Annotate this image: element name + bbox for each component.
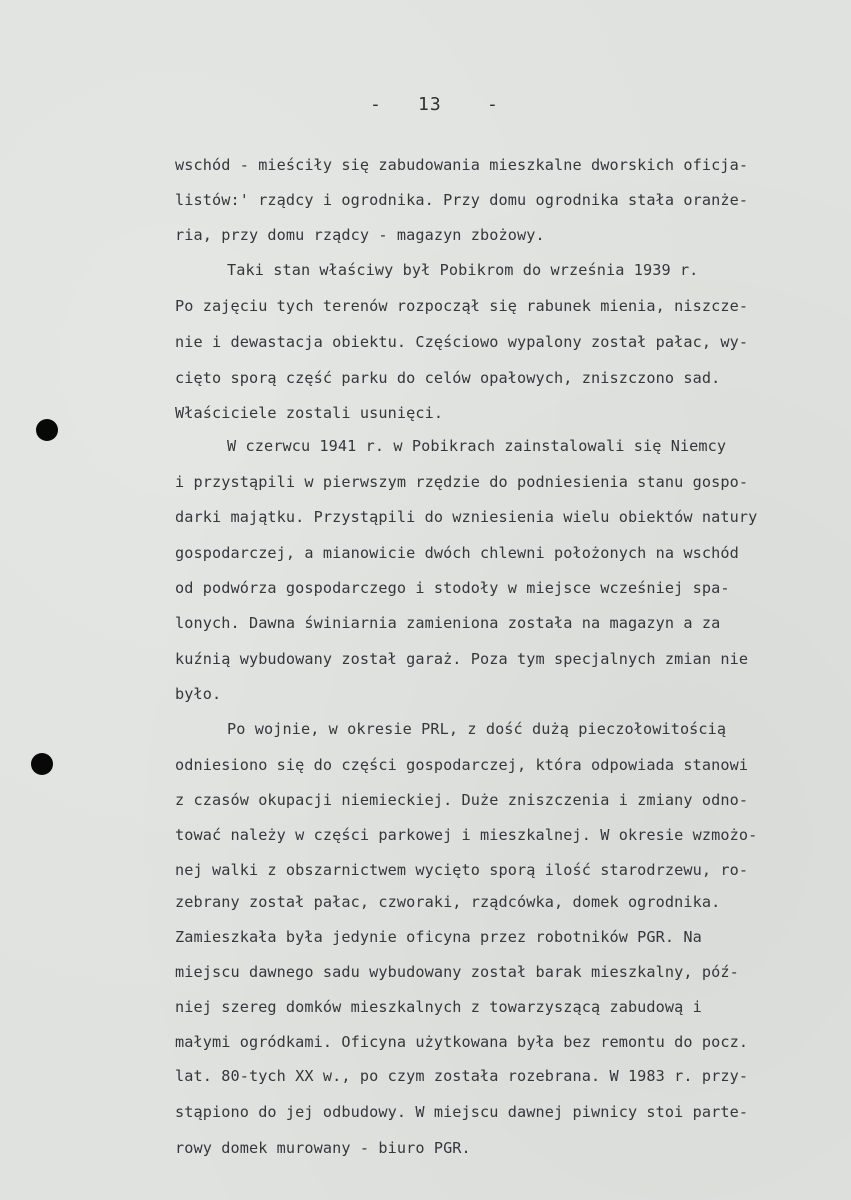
page-number-dash-right: - (487, 94, 499, 115)
text-line-18: odniesiono się do części gospodarczej, która odpowiada stanowi (175, 756, 749, 774)
text-line-24: miejscu dawnego sadu wybudowany został barak mieszkalny, póź- (175, 963, 739, 981)
text-line-27: lat. 80-tych XX w., po czym została rozebrana. W 1983 r. przy- (175, 1067, 749, 1085)
text-line-10: i przystąpili w pierwszym rzędzie do podniesienia stanu gospo- (175, 473, 749, 491)
text-line-14: lonych. Dawna świniarnia zamieniona została na magazyn a za (175, 614, 721, 632)
text-line-11: darki majątku. Przystąpili do wzniesienia wielu obiektów natury (175, 508, 758, 526)
text-line-17: Po wojnie, w okresie PRL, z dość dużą pieczołowitością (227, 720, 727, 738)
text-line-19: z czasów okupacji niemieckiej. Duże zniszczenia i zmiany odno- (175, 791, 749, 809)
text-line-25: niej szereg domków mieszkalnych z towarzyszącą zabudową i (175, 998, 702, 1016)
text-line-02: listów:' rządcy i ogrodnika. Przy domu ogrodnika stała oranże- (175, 191, 749, 209)
page-number: 13 (418, 94, 442, 115)
text-line-01: wschód - mieściły się zabudowania mieszkalne dworskich oficja- (175, 156, 749, 174)
text-line-15: kuźnią wybudowany został garaż. Poza tym specjalnych zmian nie (175, 650, 749, 668)
text-line-21: nej walki z obszarnictwem wycięto sporą ilość starodrzewu, ro- (175, 861, 749, 879)
text-line-04: Taki stan właściwy był Pobikrom do września 1939 r. (227, 261, 699, 279)
text-line-12: gospodarczej, a mianowicie dwóch chlewni położonych na wschód (175, 544, 739, 562)
text-line-08: Właściciele zostali usunięci. (175, 404, 444, 422)
text-line-28: stąpiono do jej odbudowy. W miejscu dawnej piwnicy stoi parte- (175, 1103, 749, 1121)
text-line-09: W czerwcu 1941 r. w Pobikrach zainstalowali się Niemcy (227, 437, 727, 455)
text-line-07: cięto sporą część parku do celów opałowych, zniszczono sad. (175, 369, 721, 387)
punch-hole-top (36, 419, 58, 441)
text-line-13: od podwórza gospodarczego i stodoły w miejsce wcześniej spa- (175, 579, 730, 597)
text-line-26: małymi ogródkami. Oficyna użytkowana była bez remontu do pocz. (175, 1033, 749, 1051)
text-line-20: tować należy w części parkowej i mieszkalnej. W okresie wzmożo- (175, 826, 758, 844)
text-line-03: ria, przy domu rządcy - magazyn zbożowy. (175, 226, 545, 244)
page-number-dash-left: - (370, 94, 382, 115)
text-line-06: nie i dewastacja obiektu. Częściowo wypalony został pałac, wy- (175, 333, 749, 351)
text-line-16: było. (175, 685, 222, 703)
punch-hole-bottom (31, 753, 53, 775)
text-line-05: Po zajęciu tych terenów rozpoczął się rabunek mienia, niszcze- (175, 297, 749, 315)
text-line-22: zebrany został pałac, czworaki, rządcówka, domek ogrodnika. (175, 893, 721, 911)
text-line-23: Zamieszkała była jedynie oficyna przez robotników PGR. Na (175, 928, 702, 946)
text-line-29: rowy domek murowany - biuro PGR. (175, 1139, 471, 1157)
